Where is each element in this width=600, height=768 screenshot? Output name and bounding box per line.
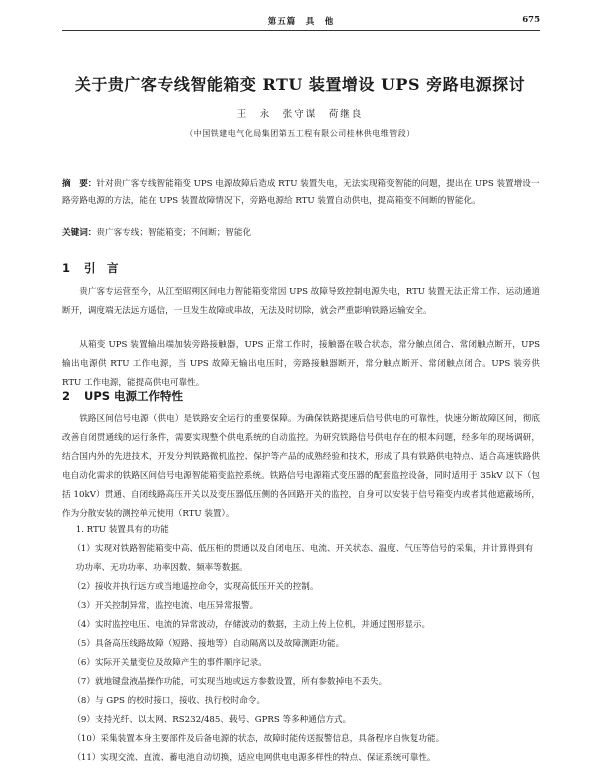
section-2-heading [62,388,183,404]
section-1-heading [62,260,119,276]
paper-title: 关于贵广客专线智能箱变 RTU 装置增设 UPS 旁路电源探讨 [74,75,526,94]
section-2-title: UPS 电源工作特性 [84,389,184,403]
list-item: （7）就地键盘液晶操作功能，可实现当地或远方参数设置，所有参数掉电不丢失。 [72,677,388,687]
section-2-number: 2 [62,389,71,403]
list-item: （9）支持光纤、以太网、RS232/485、载号、GPRS 等多种通信方式。 [72,715,352,725]
section-1-paragraph-2: 从箱变 UPS 装置输出端加装旁路接触器，UPS 正常工作时，接触器在吸合状态，常分触点闭合、常闭触点断开，UPS 输出电源供 RTU 工作电源，当 UPS 故障无输出电压时，旁路接触器断开，常分触点断开、常闭触点闭合。UPS 装旁供 RTU 工作电源，能提高供电可靠性。 [62,340,540,388]
keywords-label: 关键词： [62,228,97,238]
header-section-label: 第五篇 具 他 [267,17,335,27]
list-item: （4）实时监控电压、电流的异常波动，存储波动的数据，主动上传上位机，并通过图形显示。 [72,620,431,630]
affiliation: （中国铁建电气化局集团第五工程有限公司桂林供电维管段） [185,129,415,138]
list-item: （1）实现对铁路智能箱变中高、低压柜的贯通以及自闭电压、电流、开关状态、温度、气压等信号的采集，并计算得到有功功率、无功功率、功率因数、频率等数据。 [72,544,534,573]
section-1-number: 1 [62,261,71,275]
authors: 王 永 张守谋 荷继良 [236,109,364,120]
abstract-text: 针对贵广客专线智能箱变 UPS 电源故障后造成 RTU 装置失电，无法实现箱变智能的问题，提出在 UPS 装置增设一路旁路电源的方法，能在 UPS 装置故障情况下，旁路电源给 RTU 装置自动供电，提高箱变不间断的智能化。 [62,179,540,206]
keywords-text: 贵广客专线；智能箱变；不间断；智能化 [96,228,252,238]
page-number: 675 [522,15,540,25]
abstract-label: 摘 要： [62,179,97,189]
section-2-paragraph: 铁路区间信号电源（供电）是铁路安全运行的重要保障。为确保铁路提速后信号供电的可靠性，快速分断故障区间，彻底改善自闭贯通线的运行条件，需要实现整个供电系统的自动监控。为研究铁路信号供电存在的根本问题，经多年的现场调研，结合国内外的先进技术，开发分判铁路微机监控、保护等产品的成熟经验和技术，形成了具有铁路供电特点、适合高速铁路供电自动化需求的铁路区间信号电源智能箱变监控系统。铁路信号电源箱式变压器的配套监控设备，同时适用于 35kV 以下（包括 10kV）贯通、自闭线路高压开关以及变压器低压侧的各回路开关的监控，自身可以安装于信号箱变内或者其他遮蔽场所，作为分散安装的测控单元使用（RTU 装置）。 [62,414,540,519]
list-item: （2）接收并执行远方或当地遥控命令，实现高低压开关的控制。 [72,582,319,592]
rtu-function-list [62,521,540,768]
keywords [62,226,540,238]
section-1-paragraph-1: 贵广客专运营至今，从江至昭朔区间电力智能箱变常因 UPS 故障导致控制电源失电，RTU 装置无法正常工作、运动通道断开，调度端无法远方遥信，一旦发生故障或串故，无法及时切除，就会严重影响铁路运输安全。 [62,287,540,316]
section-1-title: 引 言 [84,261,119,275]
list-item: （5）具备高压线路故障（短路、接地等）自动隔离以及故障测距功能。 [72,639,345,649]
list-item: （11）实现交流、直流、蓄电池自动切换，适应电网供电电源多样性的特点、保证系统可靠性。 [72,753,436,763]
running-header [62,14,540,31]
list-item: （10）采集装置本身主要部件及后备电源的状态，故障时能传送报警信息，具备程序自恢复功能。 [72,734,445,744]
list-item: （8）与 GPS 的校时接口，接收、执行校时命令。 [72,696,266,706]
list-item: （3）开关控制异常，监控电流、电压异常报警。 [72,601,259,611]
abstract [62,176,540,210]
list-item: （6）实际开关量变位及故障产生的事件顺序记录。 [72,658,267,668]
list-heading: 1. RTU 装置具有的功能 [75,525,169,535]
